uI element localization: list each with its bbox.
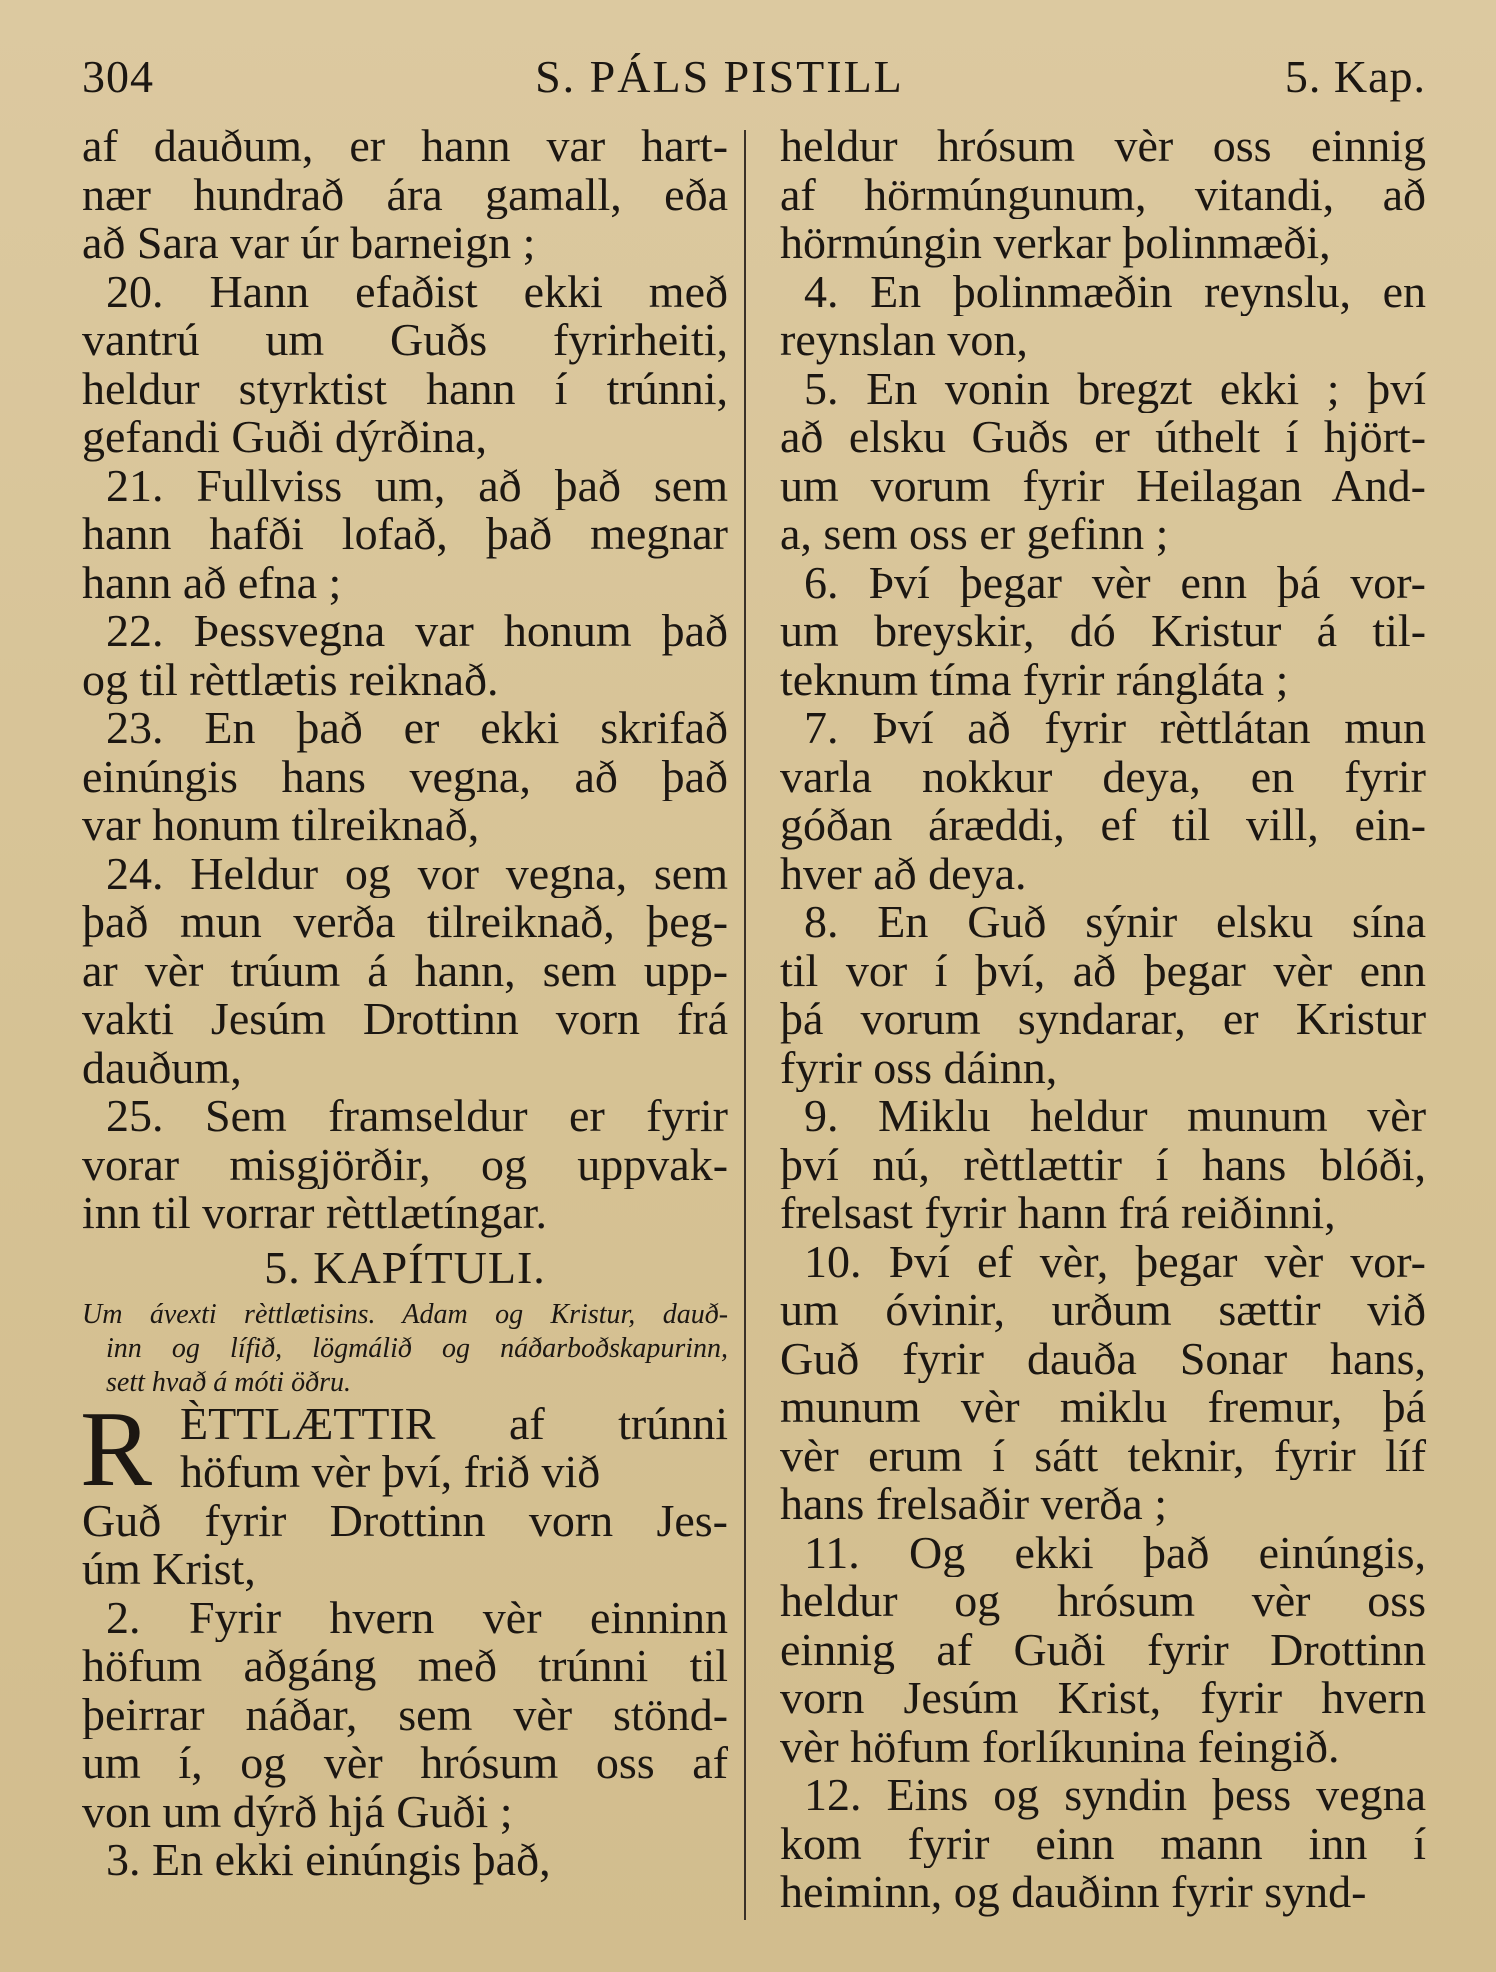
text-line: einúngis hans vegna, að það — [82, 752, 729, 801]
text-line: hann að efna ; — [82, 558, 342, 607]
text-line: höfum aðgáng með trúnni til — [82, 1642, 729, 1691]
text-line: 11. Og ekki það einúngis, — [804, 1528, 1427, 1577]
text-line: um vorum fyrir Heilagan And- — [780, 461, 1427, 510]
chapter-opening — [80, 1389, 729, 1509]
summary-line: inn og lífið, lögmálið og náðarboðskapurinn, — [106, 1332, 729, 1364]
text-line: vèr höfum forlíkunina feingið. — [780, 1722, 1340, 1771]
text-line: a, sem oss er gefinn ; — [780, 510, 1169, 559]
left-column — [82, 122, 728, 1920]
text-line: heldur og hrósum vèr oss — [780, 1577, 1427, 1626]
text-line: reynslan von, — [780, 316, 1028, 365]
text-line: 3. En ekki einúngis það, — [106, 1836, 551, 1885]
chapter-summary — [82, 1298, 728, 1400]
right-column — [780, 122, 1426, 1920]
text-line: heldur hrósum vèr oss einnig — [780, 122, 1427, 171]
left-column-verses — [82, 122, 728, 1238]
text-line: 20. Hann efaðist ekki með — [106, 267, 729, 316]
text-line: heiminn, og dauðinn fyrir synd- — [780, 1868, 1367, 1917]
text-line: af hörmúngunum, vitandi, að — [780, 170, 1427, 219]
text-line: ar vèr trúum á hann, sem upp- — [82, 946, 729, 995]
text-line: hans frelsaðir verða ; — [780, 1480, 1168, 1529]
text-line: frelsast fyrir hann frá reiðinni, — [780, 1189, 1336, 1238]
running-header — [82, 50, 1426, 112]
text-line: 23. En það er ekki skrifað — [106, 704, 729, 753]
text-line: gefandi Guði dýrðina, — [82, 413, 487, 462]
text-line: 21. Fullviss um, að það sem — [106, 461, 729, 510]
text-line: af dauðum, er hann var hart- — [82, 122, 729, 171]
text-line: 7. Því að fyrir rèttlátan mun — [804, 704, 1427, 753]
text-line: góðan áræddi, ef til vill, ein- — [780, 801, 1427, 850]
text-line: von um dýrð hjá Guði ; — [82, 1787, 513, 1836]
left-column-verses-continued — [82, 1497, 728, 1885]
text-line: vantrú um Guðs fyrirheiti, — [82, 316, 729, 365]
text-line: og til rèttlætis reiknað. — [82, 655, 499, 704]
drop-cap: R — [80, 1389, 153, 1509]
text-line: hann hafði lofað, það megnar — [82, 510, 729, 559]
text-line: heldur styrktist hann í trúnni, — [82, 364, 729, 413]
text-line: 2. Fyrir hvern vèr einninn — [106, 1593, 729, 1642]
text-line: inn til vorrar rèttlætíngar. — [82, 1189, 548, 1238]
text-line: munum vèr miklu fremur, þá — [780, 1383, 1427, 1432]
text-line: vakti Jesúm Drottinn vorn frá — [82, 995, 729, 1044]
text-line: einnig af Guði fyrir Drottinn — [780, 1625, 1427, 1674]
text-line: 9. Miklu heldur munum vèr — [804, 1092, 1427, 1141]
text-line: ÈTTLÆTTIR af trúnni — [180, 1399, 729, 1448]
column-divider — [744, 130, 746, 1920]
text-line: þeirrar náðar, sem vèr stönd- — [82, 1690, 729, 1739]
summary-line: Um ávexti rèttlætisins. Adam og Kristur, dauð- — [82, 1298, 729, 1330]
text-columns — [82, 122, 1426, 1920]
running-title: S. PÁLS PISTILL — [535, 51, 904, 102]
text-line: um breyskir, dó Kristur á til- — [780, 607, 1427, 656]
text-line: nær hundrað ára gamall, eða — [82, 170, 729, 219]
text-line: þá vorum syndarar, er Kristur — [780, 995, 1427, 1044]
text-line: dauðum, — [82, 1043, 242, 1092]
summary-line: sett hvað á móti öðru. — [106, 1366, 351, 1398]
text-line: höfum vèr því, frið við — [180, 1448, 601, 1497]
chapter-heading: 5. KAPÍTULI. — [264, 1241, 546, 1293]
text-line: kom fyrir einn mann inn í — [780, 1819, 1427, 1868]
text-line: að Sara var úr barneign ; — [82, 219, 536, 268]
text-line: vorn Jesúm Krist, fyrir hvern — [780, 1674, 1427, 1723]
text-line: hver að deya. — [780, 849, 1027, 898]
text-line: 25. Sem framseldur er fyrir — [106, 1092, 729, 1141]
text-line: teknum tíma fyrir rángláta ; — [780, 655, 1289, 704]
text-line: 6. Því þegar vèr enn þá vor- — [804, 558, 1427, 607]
text-line: um í, og vèr hrósum oss af — [82, 1739, 729, 1788]
text-line: 12. Eins og syndin þess vegna — [804, 1771, 1427, 1820]
text-line: vèr erum í sátt teknir, fyrir líf — [780, 1431, 1427, 1480]
text-line: 22. Þessvegna var honum það — [106, 607, 729, 656]
text-line: 24. Heldur og vor vegna, sem — [106, 849, 729, 898]
text-line: 8. En Guð sýnir elsku sína — [804, 898, 1427, 947]
text-line: Guð fyrir dauða Sonar hans, — [780, 1334, 1427, 1383]
page-number: 304 — [82, 51, 154, 102]
text-line: 10. Því ef vèr, þegar vèr vor- — [804, 1237, 1427, 1286]
drop-cap-lines — [80, 1389, 729, 1509]
text-line: að elsku Guðs er úthelt í hjört- — [780, 413, 1427, 462]
text-line: um óvinir, urðum sættir við — [780, 1286, 1427, 1335]
text-line: vorar misgjörðir, og uppvak- — [82, 1140, 729, 1189]
text-line: varla nokkur deya, en fyrir — [780, 752, 1427, 801]
text-line: það mun verða tilreiknað, þeg- — [82, 898, 729, 947]
text-line: 5. En vonin bregzt ekki ; því — [804, 364, 1427, 413]
text-line: Guð fyrir Drottinn vorn Jes- — [82, 1496, 729, 1545]
text-line: fyrir oss dáinn, — [780, 1043, 1058, 1092]
text-line: til vor í því, að þegar vèr enn — [780, 946, 1427, 995]
chapter-label: 5. Kap. — [1284, 51, 1426, 102]
text-line: 4. En þolinmæðin reynslu, en — [804, 267, 1427, 316]
text-line: úm Krist, — [82, 1545, 256, 1594]
text-line: var honum tilreiknað, — [82, 801, 480, 850]
text-line: hörmúngin verkar þolinmæði, — [780, 219, 1331, 268]
text-line: því nú, rèttlættir í hans blóði, — [780, 1140, 1427, 1189]
